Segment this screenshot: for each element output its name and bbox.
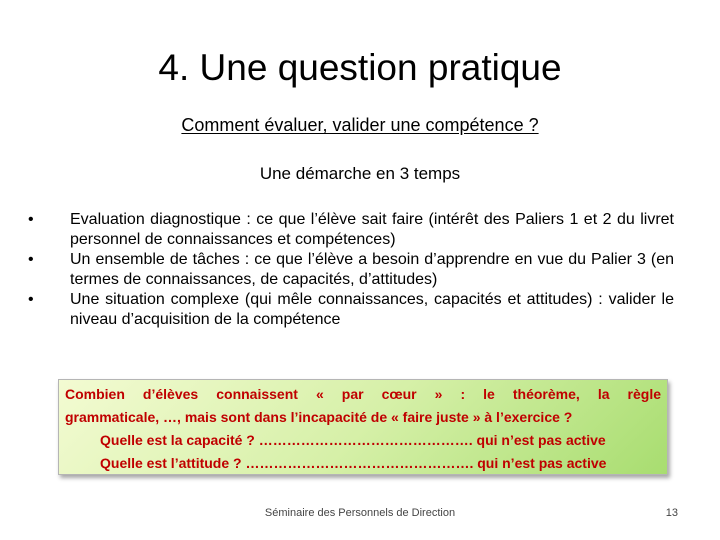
bullet-icon: • — [28, 211, 34, 228]
page-number: 13 — [665, 507, 678, 519]
slide-subtitle — [0, 113, 720, 137]
slide-footer: Séminaire des Personnels de Direction — [264, 507, 456, 519]
bullet-item — [28, 250, 674, 290]
bullet-icon: • — [28, 291, 34, 308]
bullet-text: Une situation complexe (qui mêle connaissances, capacités et attitudes) : valider le niveau d’acquisition de la compétence — [70, 291, 674, 328]
section-heading: Une démarche en 3 temps — [259, 164, 461, 183]
question-box-capacity-line: Quelle est la capacité ? ………………………………………. qui n’est pas active — [100, 432, 606, 448]
bullet-text: Evaluation diagnostique : ce que l’élève sait faire (intérêt des Paliers 1 et 2 du livret personnel de connaissances et compétences) — [70, 211, 674, 248]
bullet-item — [28, 290, 674, 330]
question-box — [58, 379, 668, 475]
slide-subtitle-text: Comment évaluer, valider une compétence ? — [181, 115, 539, 135]
slide-title: 4. Une question pratique — [158, 47, 562, 88]
bullet-icon: • — [28, 251, 34, 268]
bullet-list — [28, 210, 674, 330]
question-box-attitude-line: Quelle est l’attitude ? …………………………………………. qui n’est pas active — [100, 455, 607, 471]
question-box-line: Combien d’élèves connaissent « par cœur » : le théorème, la règle — [65, 386, 661, 402]
bullet-text: Un ensemble de tâches : ce que l’élève a besoin d’apprendre en vue du Palier 3 (en termes de connaissances, de capacités, d’attitudes) — [70, 251, 674, 288]
bullet-item — [28, 210, 674, 250]
question-box-line: grammaticale, …, mais sont dans l’incapacité de « faire juste » à l’exercice ? — [65, 409, 573, 425]
